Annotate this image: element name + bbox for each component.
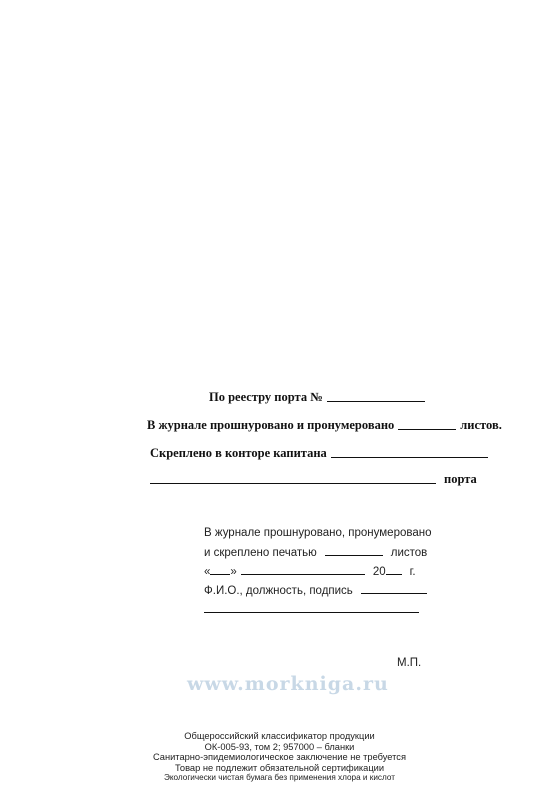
footer-line-2: ОК-005-93, том 2; 957000 – бланки xyxy=(204,741,355,752)
date-open-quote: « xyxy=(204,566,211,578)
sealed-label: Скреплено в конторе капитана xyxy=(150,446,327,460)
seal-place-label: М.П. xyxy=(397,657,422,669)
year-prefix: 20 xyxy=(372,566,386,578)
signatory-field xyxy=(361,592,427,594)
signatory-label: Ф.И.О., должность, подпись xyxy=(204,585,353,597)
sealed-row xyxy=(150,446,488,461)
date-row xyxy=(204,566,416,578)
port-registry-label: По реестру порта № xyxy=(209,390,323,404)
stamp-line-1-text: В журнале прошнуровано, пронумеровано xyxy=(204,527,432,539)
stamp-sheet-count-field xyxy=(325,554,383,556)
port-registry-row xyxy=(209,390,425,405)
port-name-row xyxy=(150,472,477,487)
sheet-count-field xyxy=(398,428,456,430)
footer xyxy=(0,731,559,784)
stamp-line-2 xyxy=(204,547,427,559)
month-field xyxy=(241,573,365,575)
year-suffix: г. xyxy=(409,566,416,578)
stamp-line-2-prefix: и скреплено печатью xyxy=(204,547,317,559)
signature-line xyxy=(204,612,419,613)
footer-line-4: Товар не подлежит обязательной сертификации xyxy=(174,762,385,773)
laced-numbered-row xyxy=(147,418,502,433)
signatory-row xyxy=(204,585,427,597)
stamp-line-1 xyxy=(204,527,431,539)
watermark: www.morkniga.ru xyxy=(187,673,389,695)
laced-numbered-label: В журнале прошнуровано и пронумеровано xyxy=(147,418,395,432)
footer-line-5: Экологически чистая бумага без применения хлора и кислот xyxy=(163,773,396,783)
sheets-label: листов. xyxy=(460,418,502,432)
footer-line-1: Общероссийский классификатор продукции xyxy=(184,731,375,741)
day-field xyxy=(210,573,230,575)
captain-office-field xyxy=(331,456,488,458)
stamp-line-2-suffix: листов xyxy=(390,547,428,559)
year-field xyxy=(386,573,402,575)
port-name-field xyxy=(150,482,436,484)
port-registry-number-field xyxy=(327,400,425,402)
date-close-quote: » xyxy=(230,566,237,578)
footer-line-3: Санитарно-эпидемиологическое заключение не требуется xyxy=(152,752,406,763)
port-label: порта xyxy=(444,472,477,486)
